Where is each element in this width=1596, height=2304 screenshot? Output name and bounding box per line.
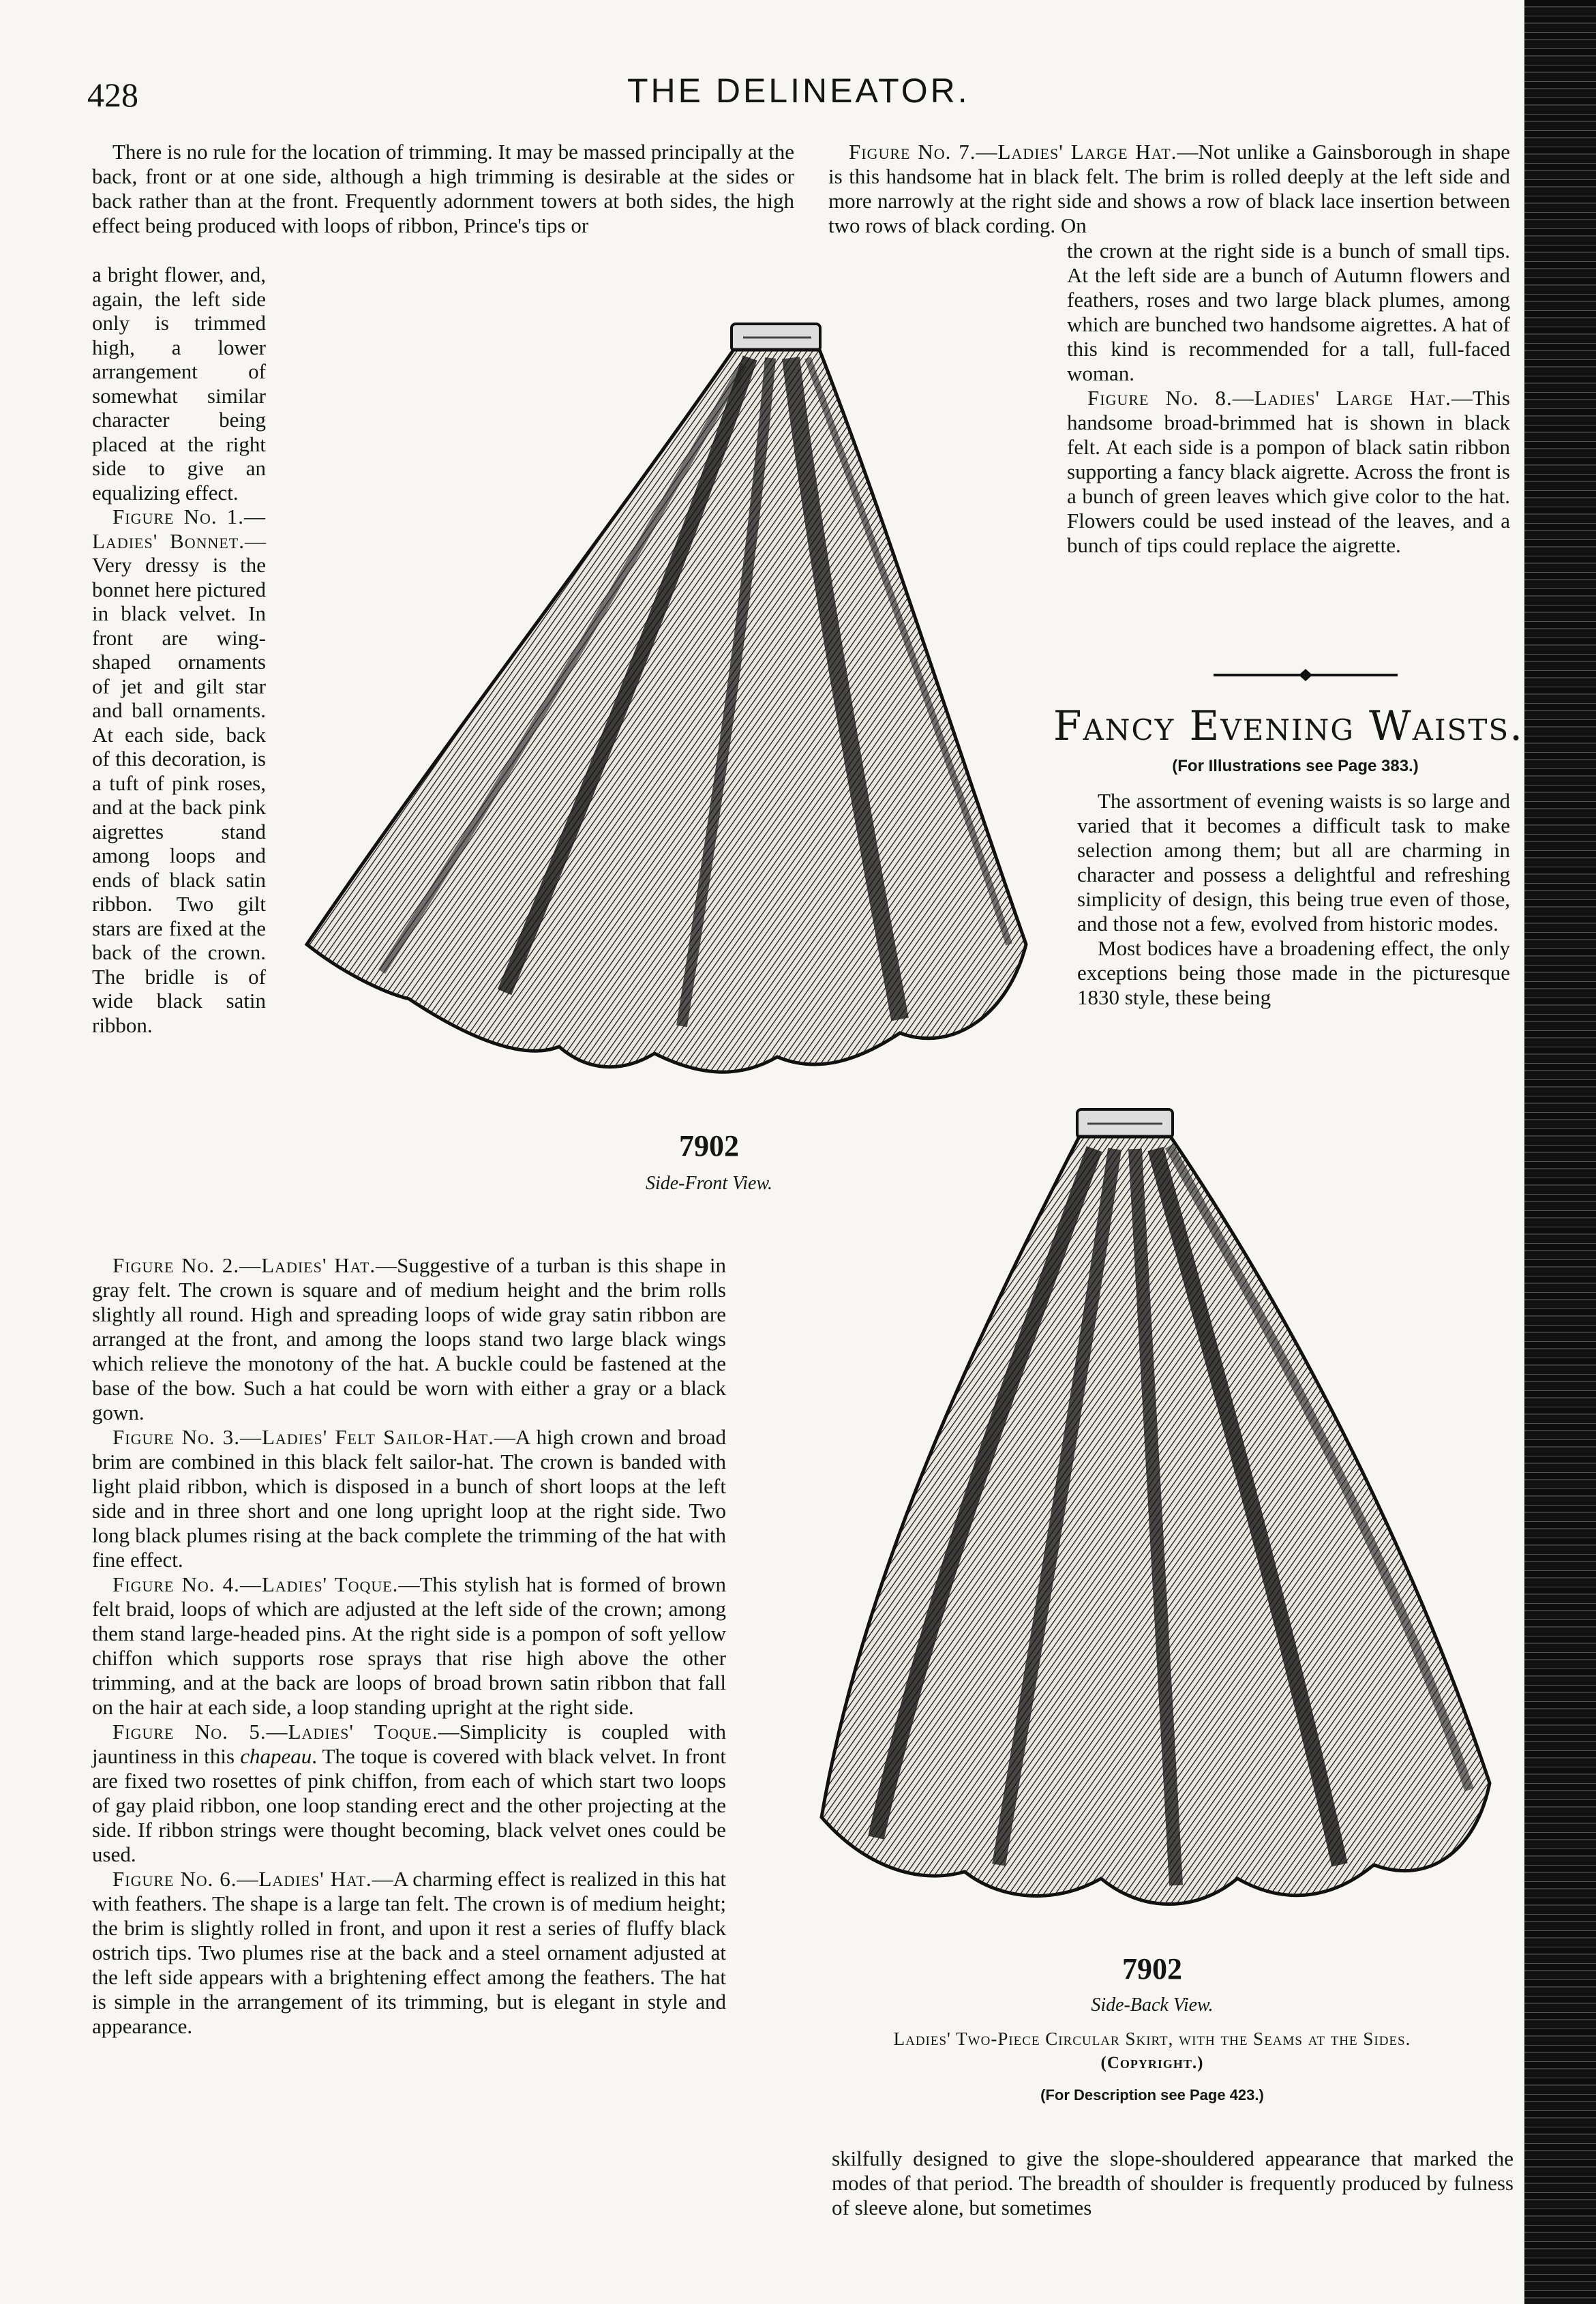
section-subtitle: (For Illustrations see Page 383.)	[1172, 757, 1419, 775]
page-number: 428	[87, 76, 138, 114]
figure5-heading: Figure No. 5.—Ladies' Toque.	[112, 1720, 438, 1744]
figure5-text-a: —Simplicity is coupled with jauntiness in this	[92, 1720, 726, 1768]
figure7-paragraph	[828, 140, 1510, 238]
description-reference: (For Description see Page 423.)	[1040, 2086, 1264, 2104]
bottom-text: skilfully designed to give the slope-shouldered appearance that marked the modes of that period. The breadth of shoulder is frequently produced by fulness of sleeve alone, but sometimes	[832, 2146, 1514, 2219]
intro-paragraph	[92, 140, 794, 238]
back-figure-number: 7902	[1122, 1952, 1182, 1986]
figure3-heading: Figure No. 3.—Ladies' Felt Sailor-Hat.	[112, 1425, 494, 1449]
section-divider	[1214, 665, 1398, 685]
section-title: Fancy Evening Waists.	[1053, 702, 1524, 750]
figure5-italic: chapeau	[240, 1744, 312, 1768]
figure2-text: —Suggestive of a turban is this shape in gray felt. The crown is square and of medium height and the brim rolls slightly all round. High and spreading loops of wide gray satin ribbon are arranged at the front, and among the loops stand two large black wings which relieve the monotony of the hat. A buckle could be fastened at the base of the bow. Such a hat could be worn with either a gray or a black gown.	[92, 1253, 726, 1424]
figure2-paragraph	[92, 1253, 726, 1425]
page-title: THE DELINEATOR.	[627, 72, 970, 110]
section-paragraph-1: The assortment of evening waists is so large and varied that it becomes a difficult task to make selection among them; but all are charming in character and possess a delightful and refreshing simplicity of design, this being true even of those, and those not a few, evolved from historic modes.	[1077, 789, 1510, 936]
scan-edge	[1524, 0, 1596, 2304]
figure2-heading: Figure No. 2.—Ladies' Hat.	[112, 1253, 376, 1277]
col1-lower-text	[92, 1253, 726, 2039]
intro-text: There is no rule for the location of trimming. It may be massed principally at the back, front or at one side, although a high trimming is desirable at the sides or back rather than at the front. Frequently adornment towers at both sides, the high effect being produced with loops of ribbon, Prince's tips or	[92, 140, 794, 237]
figure4-paragraph	[92, 1572, 726, 1720]
skirt-front-illustration	[300, 317, 1050, 1115]
bottom-continuation	[832, 2146, 1514, 2220]
figure7-heading: Figure No. 7.—Ladies' Large Hat.	[849, 140, 1177, 164]
back-figure-caption: Side-Back View.	[1091, 1994, 1214, 2016]
figure6-heading: Figure No. 6.—Ladies' Hat.	[112, 1867, 372, 1891]
figure3-text: —A high crown and broad brim are combined in this black felt sailor-hat. The crown is banded with light plaid ribbon, which is disposed in a bunch of short loops at the left side and in three short and one long upright loop at the right side. Two long black plumes rising at the back complete the trimming of the hat with fine effect.	[92, 1425, 726, 1572]
figure1-text: —Very dressy is the bonnet here pictured in black velvet. In front are wing-shaped ornaments of jet and gilt star and ball ornaments. At each side, back of this decoration, is a tuft of pink roses, and at the back pink aigrettes stand among loops and ends of black satin ribbon. Two gilt stars are fixed at the back of the crown. The bridle is of wide black satin ribbon.	[92, 528, 266, 1037]
figure4-heading: Figure No. 4.—Ladies' Toque.	[112, 1572, 399, 1596]
section-paragraph-2: Most bodices have a broadening effect, the only exceptions being those made in the picturesque 1830 style, these being	[1077, 936, 1510, 1009]
figure4-text: —This stylish hat is formed of brown felt braid, loops of which are adjusted at the left side of the crown; among them stand large-headed pins. At the right side is a pompon of soft yellow chiffon which supports rose sprays that rise high above the other trimming, and at the back are loops of broad brown satin ribbon that fall on the hair at each side, a loop standing upright at the right side.	[92, 1572, 726, 1719]
section-body	[1077, 789, 1510, 1010]
figure7-wide	[828, 140, 1510, 238]
illustration-title: Ladies' Two-Piece Circular Skirt, with the Seams at the Sides.	[893, 2029, 1411, 2049]
narrow-intro-text: a bright flower, and, again, the left side only is trimmed high, a lower arrangement of somewhat similar character being placed at the right side to give an equalizing effect.	[92, 263, 266, 505]
figure8-heading: Figure No. 8.—Ladies' Large Hat.	[1087, 386, 1451, 410]
figure7-text-narrow: the crown at the right side is a bunch of small tips. At the left side are a bunch of Autumn flowers and feathers, roses and two large black plumes, among which are bunched two handsome aigrettes. A hat of this kind is recommended for a tall, full-faced woman.	[1067, 239, 1510, 385]
front-figure-number: 7902	[679, 1129, 739, 1163]
figure1-paragraph	[92, 505, 266, 1037]
figure3-paragraph	[92, 1425, 726, 1572]
front-figure-caption: Side-Front View.	[645, 1173, 773, 1194]
skirt-back-illustration	[794, 1101, 1531, 1947]
figure5-text-b: . The toque is covered with black velvet. In front are fixed two rosettes of pink chiffon, from each of which start two loops of gay plaid ribbon, one loop standing erect and the other projecting at the side. If ribbon strings were thought becoming, black velvet ones could be used.	[92, 1744, 727, 1866]
figure6-text: —A charming effect is realized in this hat with feathers. The shape is a large tan felt. The crown is of medium height; the brim is slightly rolled in front, and upon it rest a series of fluffy black ostrich tips. Two plumes rise at the back and a steel ornament adjusted at the left side appears with a brightening effect among the feathers. The hat is simple in the arrangement of its trimming, but is elegant in style and appearance.	[92, 1867, 726, 2038]
figure8-paragraph	[1067, 386, 1510, 558]
figure6-paragraph	[92, 1867, 726, 2039]
illustration-copyright: (Copyright.)	[1100, 2054, 1204, 2072]
figure7-text-wide: —Not unlike a Gainsborough in shape is this handsome hat in black felt. The brim is rolled deeply at the left side and more narrowly at the right side and shows a row of black lace insertion between two rows of black cording. On	[828, 140, 1511, 237]
figure5-paragraph	[92, 1720, 726, 1867]
figure7-narrow	[1067, 239, 1510, 558]
figure8-text: —This handsome broad-brimmed hat is shown in black felt. At each side is a pompon of black satin ribbon supporting a fancy black aigrette. Across the front is a bunch of green leaves which give color to the hat. Flowers could be used instead of the leaves, and a bunch of tips could replace the aigrette.	[1067, 386, 1510, 557]
narrow-column	[92, 263, 266, 1037]
figure1-heading: Figure No. 1.—Ladies' Bonnet.	[92, 505, 266, 553]
